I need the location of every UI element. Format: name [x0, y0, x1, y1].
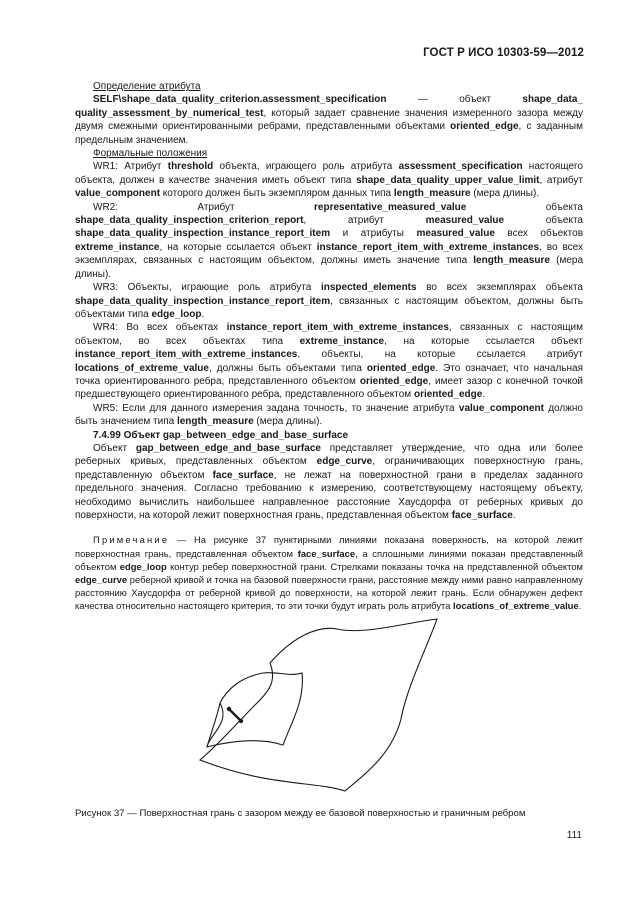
document-header: ГОСТ Р ИСО 10303-59—2012	[423, 47, 584, 59]
gap-point-edge	[227, 707, 231, 711]
figure-caption: Рисунок 37 — Поверхностная грань с зазором между ее базовой поверхностью и граничным ребром	[75, 808, 526, 819]
section-heading: 7.4.99 Объект gap_between_edge_and_base_surface	[93, 429, 349, 441]
rule-wr3: WR3: Объекты, играющие роль атрибута inspected_elements во всех экземплярах объекта shape_data_quality_inspection_instance_report_item, связанных с настоящим объектом, должны быть объектами типа edge_loop.	[75, 282, 583, 320]
rule-wr1: WR1: Атрибут threshold объекта, играющего роль атрибута assessment_specification настоящего объекта, должен в качестве значения иметь объект типа shape_data_quality_upper_value_limit, атрибут value_component которого должен быть экземпляром данных типа length_measure (мера длины).	[75, 161, 584, 200]
note-label: Примечание	[93, 534, 170, 546]
edge-loop-outline	[207, 673, 302, 747]
page-number: 111	[566, 830, 582, 841]
page-body	[75, 80, 583, 613]
figure-37	[165, 605, 465, 795]
note-paragraph: Примечание — На рисунке 37 пунктирными линиями показана поверхность, на которой лежит поверхностная грань, представленная объектом face_surface, а сплошными линиями показан представленный объектом edge_loop контур ребер поверхностной грани. Стрелками показаны точка на представленной объектом edge_curve реберной кривой и точка на базовой поверхности грани, расстояние между ними равно направленному расстоянию Хаусдорфа от реберной кривой до поверхности, на которой лежит грань. Если обнаружен дефект качества относительно настоящего критерия, то эти точки будут играть роль атрибута locations_of_extreme_value.	[75, 534, 583, 612]
gap-point-surface	[239, 719, 243, 723]
formal-propositions-heading: Формальные положения	[93, 148, 208, 160]
attribute-definition-heading: Определение атрибута	[93, 81, 201, 92]
attribute-definition-text: SELF\shape_data_quality_criterion.assessment_specification — объект shape_data_ quality_assessment_by_numerical_test, который задает сравнение значения измеренного зазора между двумя смежными ориентированными ребрами, представленными объектами oriented_edge, с заданным предельным значением.	[75, 94, 583, 146]
section-body: Объект gap_between_edge_and_base_surface представляет утверждение, что одна или более реберных кривых, представленных объектом edge_curve, ограничивающих поверхностную грань, представленную объектом face_surface, не лежат на поверхностной грани в пределах заданного предельного значения. Согласно требованию к измерению, соответствующему настоящему объекту, необходимо вычислить наибольшее направленное расстояние Хаусдорфа от реберных кривых до поверхности, на которой лежит поверхностная грань, представленная объектом face_surface.	[75, 442, 584, 521]
rule-wr4: WR4: Во всех объектах instance_report_item_with_extreme_instances, связанных с настоящим объектом, во всех объектах типа extreme_instance, на которые ссылается объект instance_report_item_with_extreme_instances, объекты, на которые ссылается атрибут locations_of_extreme_value, должны быть объектами типа oriented_edge. Это означает, что начальная точка ориентированного ребра, представленного объектом oriented_edge, имеет зазор с конечной точкой предшествующего ориентированного ребра, представленного объектом oriented_edge.	[75, 322, 584, 401]
base-surface-outline	[200, 619, 437, 791]
rule-wr2: WR2: Атрибут representative_measured_value объекта shape_data_quality_inspection_criterion_report, атрибут measured_value объекта shape_data_quality_inspection_instance_report_item и атрибуты measured_value всех объектов extreme_instance, на которые ссылается объект instance_report_item_with_extreme_instances, во всех экземплярах, связанных с настоящим объектом, должны иметь значение типа length_measure (мера длины).	[75, 201, 584, 280]
gap-indicator-line	[229, 709, 241, 721]
face-surface-drawing	[165, 605, 465, 795]
rule-wr5: WR5: Если для данного измерения задана точность, то значение атрибута value_component должно быть значением типа length_measure (мера длины).	[75, 402, 583, 428]
